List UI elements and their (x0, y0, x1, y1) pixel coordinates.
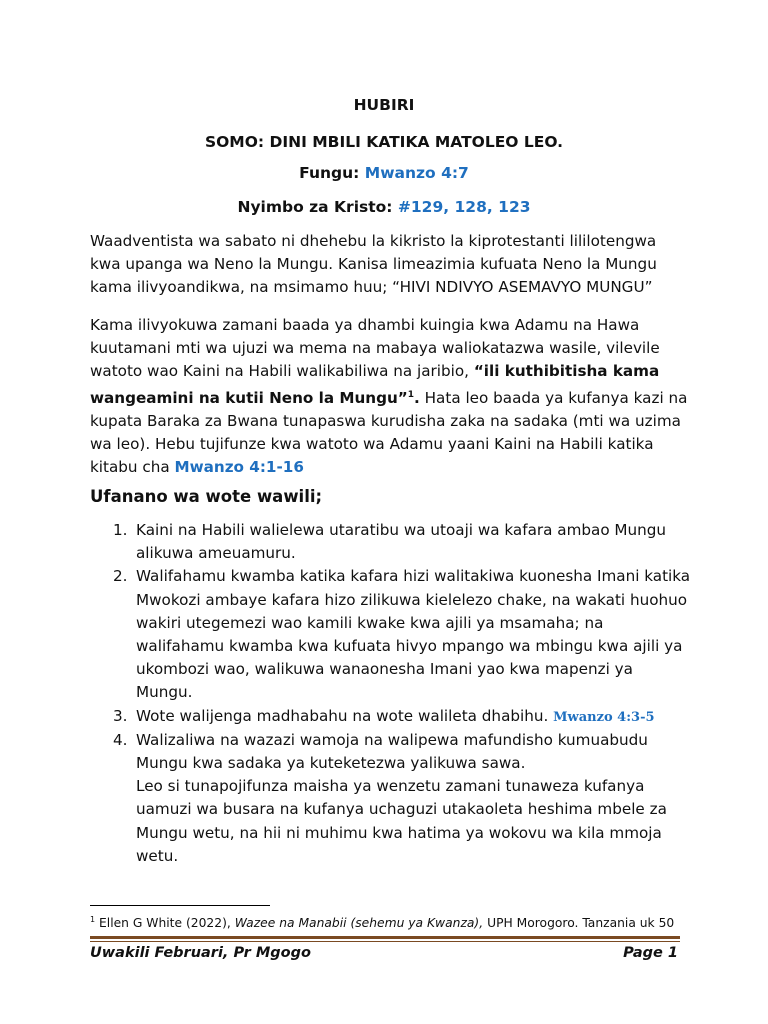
list-number: 1. (113, 521, 128, 539)
list-item (113, 705, 693, 729)
story-ref: Mwanzo 4:1-16 (174, 458, 304, 477)
somo-heading: SOMO: DINI MBILI KATIKA MATOLEO LEO. (204, 133, 564, 151)
fungu-ref: Mwanzo 4:7 (364, 164, 469, 182)
nyimbo-label: Nyimbo za Kristo: (237, 198, 398, 216)
list-item-text: Walizaliwa na wazazi wamoja na walipewa mafundisho kumuabudu Mungu kwa sadaka ya kuteketezwa yalikuwa sawa. (136, 730, 648, 773)
list-item-text: Walifahamu kwamba katika kafara hizi walitakiwa kuonesha Imani katika Mwokozi ambaye kafara hizo zilikuwa kielelezo chake, na wakati huohuo wakiri utegemezi wao kamili kwake kwa ajili ya msamaha; na walifahamu kwamba kwa kufuata hivyo mpango wa mbingu kwa ajili ya ukombozi wao, walikuwa wanaonesha Imani yao kwa mapenzi ya Mungu. (136, 567, 691, 702)
story-bold-end: . (414, 388, 420, 407)
list-number: 4. (113, 730, 128, 749)
list-item (113, 519, 693, 565)
list-number: 2. (113, 567, 128, 586)
similarities-list (113, 519, 693, 868)
footer-title: Uwakili Februari, Pr Mgogo (90, 945, 311, 961)
list-item-text: Wote walijenga madhabahu na wote walileta dhabihu. (136, 706, 549, 725)
intro-paragraph: Waadventista wa sabato ni dhehebu la kikristo la kiprotestanti lililotengwa kwa upanga wa Neno la Mungu. Kanisa limeazimia kufuata Neno la Mungu kama ilivyoandikwa, na msimamo huu; “HIVI NDIVYO ASEMAVYO MUNGU” (90, 232, 657, 297)
page-number: Page 1 (623, 945, 678, 961)
footer-rule-thick (90, 936, 680, 939)
footnote-divider (90, 905, 270, 906)
footnote (90, 912, 690, 931)
sermon-title: HUBIRI (353, 96, 415, 114)
footer-rule-thin (90, 941, 680, 942)
footnote-author: Ellen G White (2022), (95, 916, 235, 931)
footnote-marker: 1 (407, 389, 415, 400)
footnote-rest: UPH Morogoro. Tanzania uk 50 (483, 916, 675, 931)
nyimbo-line (0, 197, 768, 217)
section-heading: Ufanano wa wote wawili; (90, 487, 323, 506)
footnote-book: Wazee na Manabii (sehemu ya Kwanza), (234, 916, 484, 931)
list-item-ref: Mwanzo 4:3-5 (553, 709, 655, 725)
fungu-line (0, 163, 768, 183)
story-text-b: Hata leo baada ya kufanya kazi na kupata Baraka za Bwana tunapaswa kurudisha zaka na sadaka (mti wa uzima wa leo). Hebu tujifunze kwa watoto wa Adamu yaani Kaini na Habili katika kitabu cha (90, 388, 688, 477)
story-text-a: Kama ilivyokuwa zamani baada ya dhambi kuingia kwa Adamu na Hawa kuutamani mti wa ujuzi wa mema na mabaya waliokatazwa wasile, vilevile watoto wao Kaini na Habili walikabiliwa na jaribio, (90, 316, 660, 381)
nyimbo-ref: #129, 128, 123 (397, 198, 531, 216)
story-bold-quote: “ili kuthibitisha kama wangeamini na kutii Neno la Mungu” (90, 362, 660, 407)
list-number: 3. (113, 706, 128, 725)
story-paragraph (90, 314, 690, 479)
list-item-text: Kaini na Habili walielewa utaratibu wa utoaji wa kafara ambao Mungu alikuwa ameuamuru. (136, 521, 667, 563)
list-item-extra-text: Leo si tunapojifunza maisha ya wenzetu zamani tunaweza kufanya uamuzi wa busara na kufanya uchaguzi utakaoleta heshima mbele za Mungu wetu, na hii ni muhimu kwa hatima ya wokovu wa kila mmoja wetu. (136, 777, 667, 865)
list-item (113, 729, 693, 868)
footnote-number: 1 (90, 915, 96, 924)
fungu-label: Fungu: (299, 164, 365, 182)
list-item (113, 565, 693, 704)
